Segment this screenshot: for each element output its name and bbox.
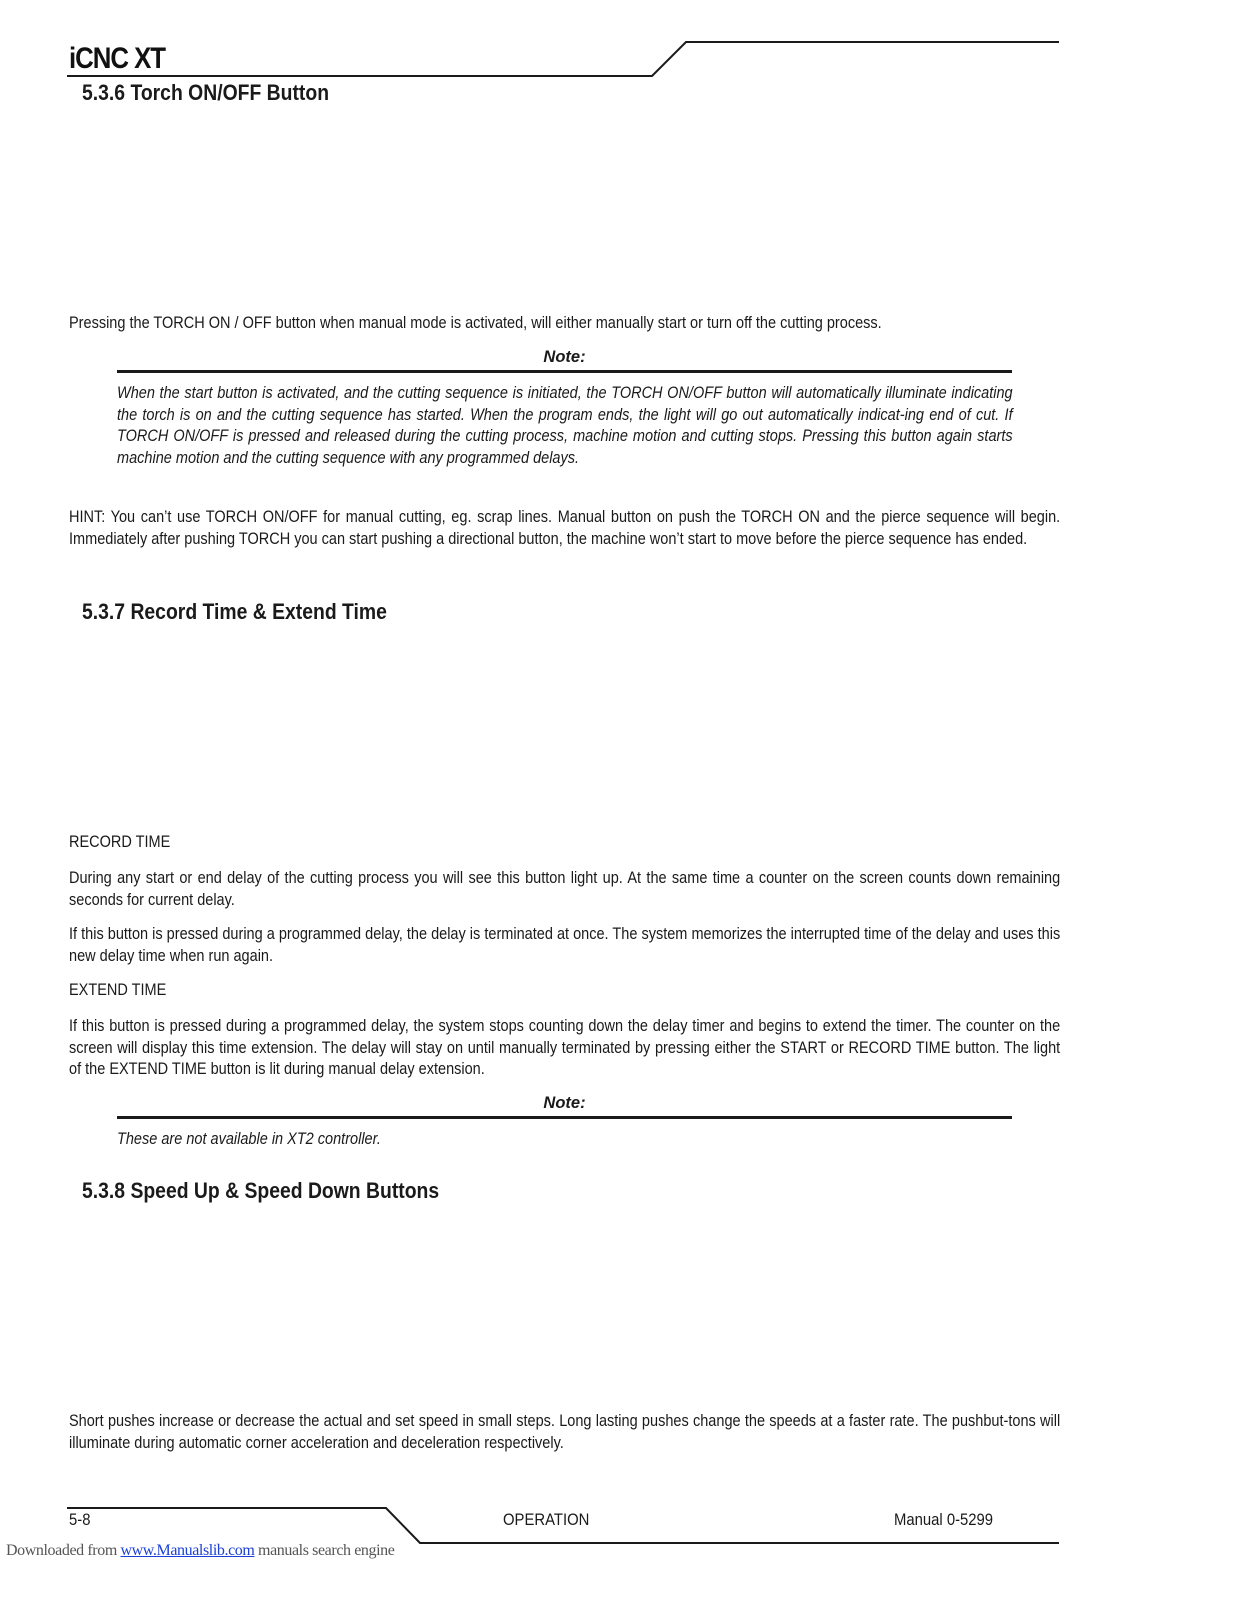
torch-hint-paragraph: HINT: You can’t use TORCH ON/OFF for manual cutting, eg. scrap lines. Manual button on push the TORCH ON and the pierce sequence will begin. Immediately after pushing TORCH you can start pushing a directional button, the machine won’t start to move before the pierce sequence has ended. xyxy=(69,508,1061,548)
header-rule xyxy=(0,0,1237,90)
torch-intro-paragraph: Pressing the TORCH ON / OFF button when manual mode is activated, will either manually start or turn off the cutting process. xyxy=(69,314,882,332)
footer-section-name: OPERATION xyxy=(503,1511,590,1529)
download-notice xyxy=(6,1542,394,1560)
extend-time-paragraph: If this button is pressed during a programmed delay, the system stops counting down the delay timer and begins to extend the timer. The counter on the screen will display this time extension. The delay will stay on until manually terminated by pressing either the START or RECORD TIME button. The light of the EXTEND TIME button is lit during manual delay extension. xyxy=(69,1017,1061,1078)
record-time-paragraph-2: If this button is pressed during a programmed delay, the delay is terminated at once. The system memorizes the interrupted time of the delay and uses this new delay time when run again. xyxy=(69,925,1061,965)
footer-page-number: 5-8 xyxy=(69,1511,91,1529)
torch-note-title: Note: xyxy=(543,348,586,366)
speed-paragraph: Short pushes increase or decrease the actual and set speed in small steps. Long lasting pushes change the speeds at a faster rate. The pushbut-tons will illuminate during automatic corner acceleration and deceleration respectively. xyxy=(69,1412,1061,1452)
manualslib-link[interactable]: www.Manualslib.com xyxy=(120,1542,255,1559)
section-heading-record: 5.3.7 Record Time & Extend Time xyxy=(82,599,387,624)
record-note-title: Note: xyxy=(543,1094,586,1112)
torch-note-body: When the start button is activated, and the cutting sequence is initiated, the TORCH ON/OFF button will automatically illuminate indicating the torch is on and the cutting sequence has started. When the program ends, the light will go out automatically indicat-ing end of cut. If TORCH ON/OFF is pressed and released during the cutting process, machine motion and cutting stops. Pressing this button again starts machine motion and the cutting sequence with any programmed delays. xyxy=(117,384,1013,467)
record-time-label: RECORD TIME xyxy=(69,833,171,851)
extend-time-label: EXTEND TIME xyxy=(69,981,167,999)
torch-note-rule xyxy=(117,370,1012,373)
record-time-paragraph-1: During any start or end delay of the cutting process you will see this button light up. At the same time a counter on the screen counts down remaining seconds for current delay. xyxy=(69,869,1061,909)
download-prefix: Downloaded from xyxy=(6,1542,121,1559)
section-heading-torch: 5.3.6 Torch ON/OFF Button xyxy=(82,80,330,105)
record-note-rule xyxy=(117,1116,1012,1119)
download-suffix: manuals search engine xyxy=(254,1542,395,1559)
brand-title: iCNC XT xyxy=(69,42,165,75)
record-note-body: These are not available in XT2 controller. xyxy=(117,1130,381,1148)
section-heading-speed: 5.3.8 Speed Up & Speed Down Buttons xyxy=(82,1178,440,1203)
footer-manual-number: Manual 0-5299 xyxy=(894,1511,994,1529)
